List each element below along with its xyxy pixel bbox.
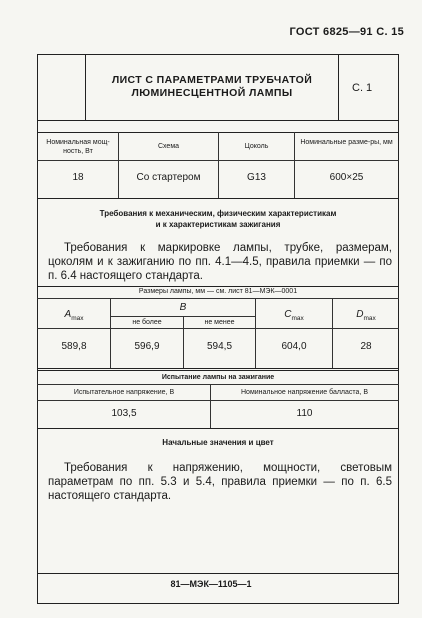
dims-header-b-letter: B [179, 302, 187, 313]
lamp-value-scheme: Со стартером [136, 172, 201, 183]
lamp-col-divider-2 [218, 132, 219, 198]
sheet-number: С. 1 [352, 82, 373, 94]
mechanical-section-heading [40, 208, 396, 230]
ignition-caption-rule [37, 384, 399, 385]
dims-caption-rule [37, 298, 399, 299]
lamp-table-bottom [37, 198, 399, 199]
dims-value-a: 589,8 [61, 341, 87, 352]
lamp-header-dimensions: Номинальные разме-ры, мм [300, 139, 393, 146]
lamp-value-base: G13 [247, 172, 266, 183]
ignition-table-top [37, 370, 399, 371]
dims-header-a [38, 309, 110, 322]
dims-value-d: 28 [360, 341, 372, 352]
footer-code: 81—МЭК—1105—1 [170, 579, 252, 589]
dims-header-c-letter: C [284, 309, 292, 320]
page-header: ГОСТ 6825—91 С. 15 [289, 26, 404, 38]
dims-header-c-sub: max [291, 315, 304, 322]
title-line-1: ЛИСТ С ПАРАМЕТРАМИ ТРУБЧАТОЙ [111, 74, 313, 86]
ignition-header-ballast-voltage: Номинальное напряжение балласта, В [241, 389, 368, 396]
ignition-caption: Испытание лампы на зажигание [161, 374, 275, 381]
lamp-value-dimensions: 600×25 [329, 172, 364, 183]
dims-header-a-letter: A [64, 309, 72, 320]
dims-header-rule [37, 328, 399, 329]
lamp-col-divider-1 [118, 132, 119, 198]
ignition-header-rule [37, 400, 399, 401]
lamp-header-power: Номинальная мощ-ность, Вт [46, 139, 110, 155]
dims-value-b-min: 594,5 [206, 341, 233, 352]
ignition-value-test-voltage: 103,5 [111, 408, 137, 419]
title-line-2: ЛЮМИНЕСЦЕНТНОЙ ЛАМПЫ [131, 87, 293, 99]
dims-header-d-sub: max [363, 315, 376, 322]
lamp-header-scheme: Схема [157, 143, 180, 150]
dims-header-b-min: не менее [204, 319, 235, 326]
mechanical-paragraph [48, 241, 392, 283]
dims-header-d-letter: D [356, 309, 364, 320]
mechanical-heading-line-2: и к характеристикам зажигания [155, 220, 281, 229]
ignition-table-bottom [37, 428, 399, 429]
ignition-value-ballast-voltage: 110 [296, 408, 313, 419]
dims-header-d [333, 309, 399, 322]
lamp-header-base: Цоколь [244, 143, 269, 150]
dims-header-b-max: не более [132, 319, 162, 326]
dims-header-b [111, 302, 255, 313]
dims-header-a-sub: max [71, 315, 84, 322]
dims-value-b-max: 596,9 [134, 341, 160, 352]
initial-section-heading: Начальные значения и цвет [162, 438, 274, 447]
initial-paragraph [48, 461, 392, 503]
footer-rule [37, 573, 399, 574]
dims-header-c [256, 309, 332, 322]
initial-paragraph-text: Требования к напряжению, мощности, световым параметрам по пп. 5.3 и 5.4, правила приемки — по п. 6.5 настоящего стандарта. [48, 462, 392, 502]
lamp-value-power: 18 [72, 172, 84, 183]
dims-caption: Размеры лампы, мм — см. лист 81—МЭК—0001 [138, 288, 298, 295]
document-title [85, 74, 339, 100]
ignition-header-test-voltage: Испытательное напряжение, В [73, 389, 175, 396]
mechanical-paragraph-text: Требования к маркировке лампы, трубке, размерам, цоколям и к зажиганию по пп. 4.1—4.5, правила приемки — по п. 6.4 настоящего стандарта. [48, 242, 392, 282]
dims-value-c: 604,0 [281, 341, 307, 352]
title-bottom-rule [37, 120, 399, 121]
mechanical-heading-line-1: Требования к механическим, физическим характеристикам [99, 209, 337, 218]
